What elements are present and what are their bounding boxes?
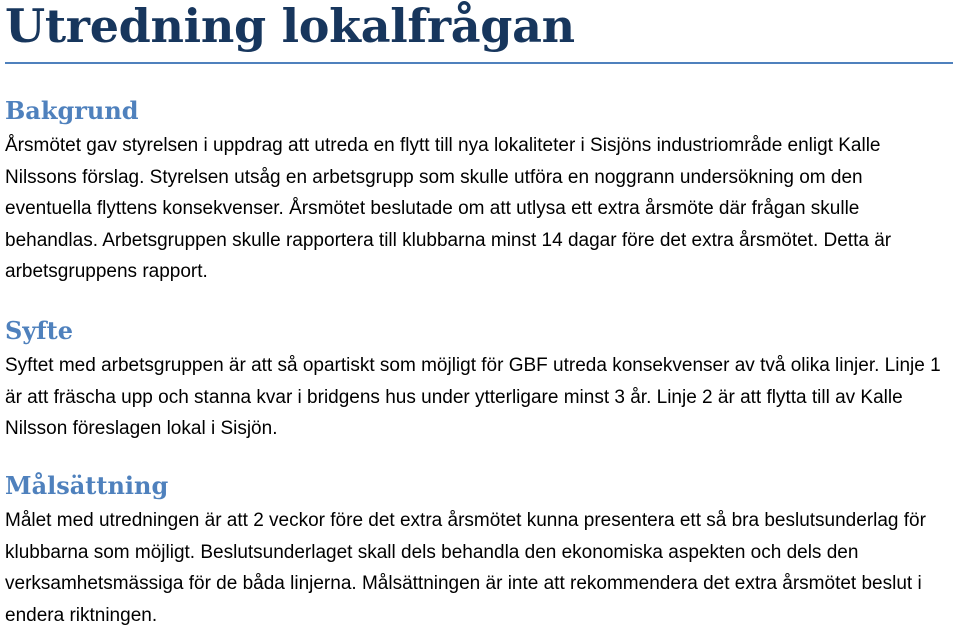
section-heading-syfte: Syfte xyxy=(5,316,73,345)
section-malsattning xyxy=(5,471,953,631)
section-paragraph-malsattning: Målet med utredningen är att 2 veckor före det extra årsmötet kunna presentera ett så bra beslutsunderlag för klubbarna som möjligt. Beslutsunderlaget skall dels behandla den ekonomiska aspekten och dels den verksamhetsmässiga för de båda linjerna. Målsättningen är inte att rekommendera det extra årsmötet beslut i endera riktningen. xyxy=(5,510,926,626)
document-title: Utredning lokalfrågan xyxy=(5,0,953,64)
document-page xyxy=(5,0,953,626)
section-heading-bakgrund: Bakgrund xyxy=(5,96,139,125)
section-paragraph-bakgrund: Årsmötet gav styrelsen i uppdrag att utreda en flytt till nya lokaliteter i Sisjöns industriområde enligt Kalle Nilssons förslag. Styrelsen utsåg en arbetsgrupp som skulle utföra en noggrann undersökning om den eventuella flyttens konsekvenser. Årsmötet beslutade om att utlysa ett extra årsmöte där frågan skulle behandlas. Arbetsgruppen skulle rapportera till klubbarna minst 14 dagar före det extra årsmötet. Detta är arbetsgruppens rapport. xyxy=(5,135,892,282)
section-bakgrund xyxy=(5,96,953,288)
section-syfte xyxy=(5,316,953,445)
section-paragraph-syfte: Syftet med arbetsgruppen är att så opartiskt som möjligt för GBF utreda konsekvenser av två olika linjer. Linje 1 är att fräscha upp och stanna kvar i bridgens hus under ytterligare minst 3 år. Linje 2 är att flytta till av Kalle Nilsson föreslagen lokal i Sisjön. xyxy=(5,355,941,439)
section-heading-malsattning: Målsättning xyxy=(5,471,169,500)
